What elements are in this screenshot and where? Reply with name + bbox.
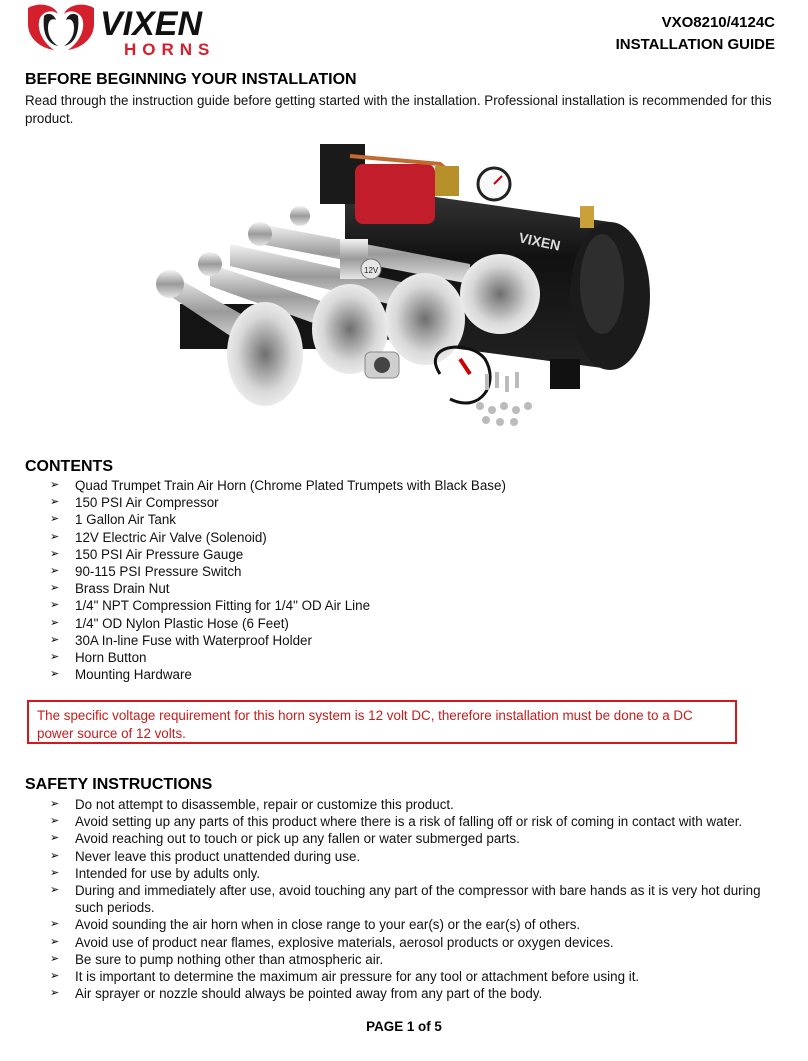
list-item: ➢ Air sprayer or nozzle should always be pointed away from any part of the body. bbox=[50, 986, 543, 1002]
doc-code: VXO8210/4124C bbox=[661, 14, 775, 31]
arrowhead-bullet-icon: ➢ bbox=[50, 616, 60, 629]
arrowhead-bullet-icon: ➢ bbox=[50, 866, 60, 879]
voltage-notice: The specific voltage requirement for this horn system is 12 volt DC, therefore installation must be done to a DC power source of 12 volts. bbox=[27, 700, 737, 744]
arrowhead-bullet-icon: ➢ bbox=[50, 513, 60, 526]
list-item: ➢ Brass Drain Nut bbox=[50, 581, 170, 597]
list-item: ➢ 30A In-line Fuse with Waterproof Holder bbox=[50, 632, 312, 648]
arrowhead-bullet-icon: ➢ bbox=[50, 970, 60, 983]
arrowhead-bullet-icon: ➢ bbox=[50, 565, 60, 578]
document-id bbox=[616, 12, 775, 56]
list-item: ➢ 1/4" NPT Compression Fitting for 1/4" OD Air Line bbox=[50, 598, 371, 614]
contents-list bbox=[50, 477, 790, 683]
list-item: ➢ Be sure to pump nothing other than atmospheric air. bbox=[50, 951, 384, 967]
arrowhead-bullet-icon: ➢ bbox=[50, 582, 60, 595]
list-item: ➢ It is important to determine the maximum air pressure for any tool or attachment before using it. bbox=[50, 969, 640, 985]
list-item: ➢ Do not attempt to disassemble, repair or customize this product. bbox=[50, 797, 454, 812]
arrowhead-bullet-icon: ➢ bbox=[50, 479, 60, 491]
list-item: ➢ Intended for use by adults only. bbox=[50, 865, 261, 881]
svg-text:12V: 12V bbox=[364, 266, 379, 275]
contents-heading: CONTENTS bbox=[25, 458, 113, 475]
arrowhead-bullet-icon: ➢ bbox=[50, 815, 60, 828]
list-item: ➢ Avoid setting up any parts of this product where there is a risk of falling off or risk of coming in contact with water. bbox=[50, 814, 743, 830]
list-item: ➢ 12V Electric Air Valve (Solenoid) bbox=[50, 529, 267, 545]
arrowhead-bullet-icon: ➢ bbox=[50, 832, 60, 845]
list-item: ➢ During and immediately after use, avoid touching any part of the compressor with bare hands as it is very hot during such periods. bbox=[50, 883, 761, 916]
list-item: ➢ 150 PSI Air Pressure Gauge bbox=[50, 546, 244, 562]
list-item: ➢ 90-115 PSI Pressure Switch bbox=[50, 564, 242, 580]
arrowhead-bullet-icon: ➢ bbox=[50, 496, 60, 509]
arrowhead-bullet-icon: ➢ bbox=[50, 918, 60, 931]
arrowhead-bullet-icon: ➢ bbox=[50, 798, 60, 810]
safety-list bbox=[50, 796, 790, 1002]
safety-heading: SAFETY INSTRUCTIONS bbox=[25, 776, 213, 793]
arrowhead-bullet-icon: ➢ bbox=[50, 599, 60, 612]
product-photo bbox=[140, 144, 670, 444]
arrowhead-bullet-icon: ➢ bbox=[50, 935, 60, 948]
arrowhead-bullet-icon: ➢ bbox=[50, 530, 60, 543]
arrowhead-bullet-icon: ➢ bbox=[50, 952, 60, 965]
list-item: ➢ Horn Button bbox=[50, 650, 147, 666]
list-item: ➢ 1/4" OD Nylon Plastic Hose (6 Feet) bbox=[50, 615, 289, 631]
list-item: ➢ Avoid sounding the air horn when in close range to your ear(s) or the ear(s) of others. bbox=[50, 917, 581, 933]
svg-text:VIXEN: VIXEN bbox=[517, 229, 562, 254]
list-item: ➢ Avoid reaching out to touch or pick up any fallen or water submerged parts. bbox=[50, 831, 520, 847]
list-item: ➢ 150 PSI Air Compressor bbox=[50, 495, 219, 511]
page-number: PAGE 1 of 5 bbox=[366, 1019, 442, 1034]
list-item: ➢ Avoid use of product near flames, explosive materials, aerosol products or oxygen devices. bbox=[50, 934, 614, 950]
intro-text: Read through the instruction guide before getting started with the installation. Professional installation is recommended for this product. bbox=[25, 93, 772, 126]
svg-text:HORNS: HORNS bbox=[124, 40, 216, 58]
list-item: ➢ 1 Gallon Air Tank bbox=[50, 512, 176, 528]
doc-type: INSTALLATION GUIDE bbox=[615, 36, 775, 53]
arrowhead-bullet-icon: ➢ bbox=[50, 884, 60, 897]
arrowhead-bullet-icon: ➢ bbox=[50, 547, 60, 560]
intro-heading: BEFORE BEGINNING YOUR INSTALLATION bbox=[25, 71, 357, 88]
list-item: ➢ Never leave this product unattended during use. bbox=[50, 848, 361, 864]
arrowhead-bullet-icon: ➢ bbox=[50, 849, 60, 862]
arrowhead-bullet-icon: ➢ bbox=[50, 668, 60, 681]
list-item: ➢ Mounting Hardware bbox=[50, 667, 192, 683]
arrowhead-bullet-icon: ➢ bbox=[50, 651, 60, 664]
list-item: ➢ Quad Trumpet Train Air Horn (Chrome Plated Trumpets with Black Base) bbox=[50, 478, 506, 493]
arrowhead-bullet-icon: ➢ bbox=[50, 633, 60, 646]
vixen-horns-logo bbox=[24, 2, 240, 58]
svg-text:VIXEN: VIXEN bbox=[100, 5, 203, 43]
arrowhead-bullet-icon: ➢ bbox=[50, 987, 60, 1000]
